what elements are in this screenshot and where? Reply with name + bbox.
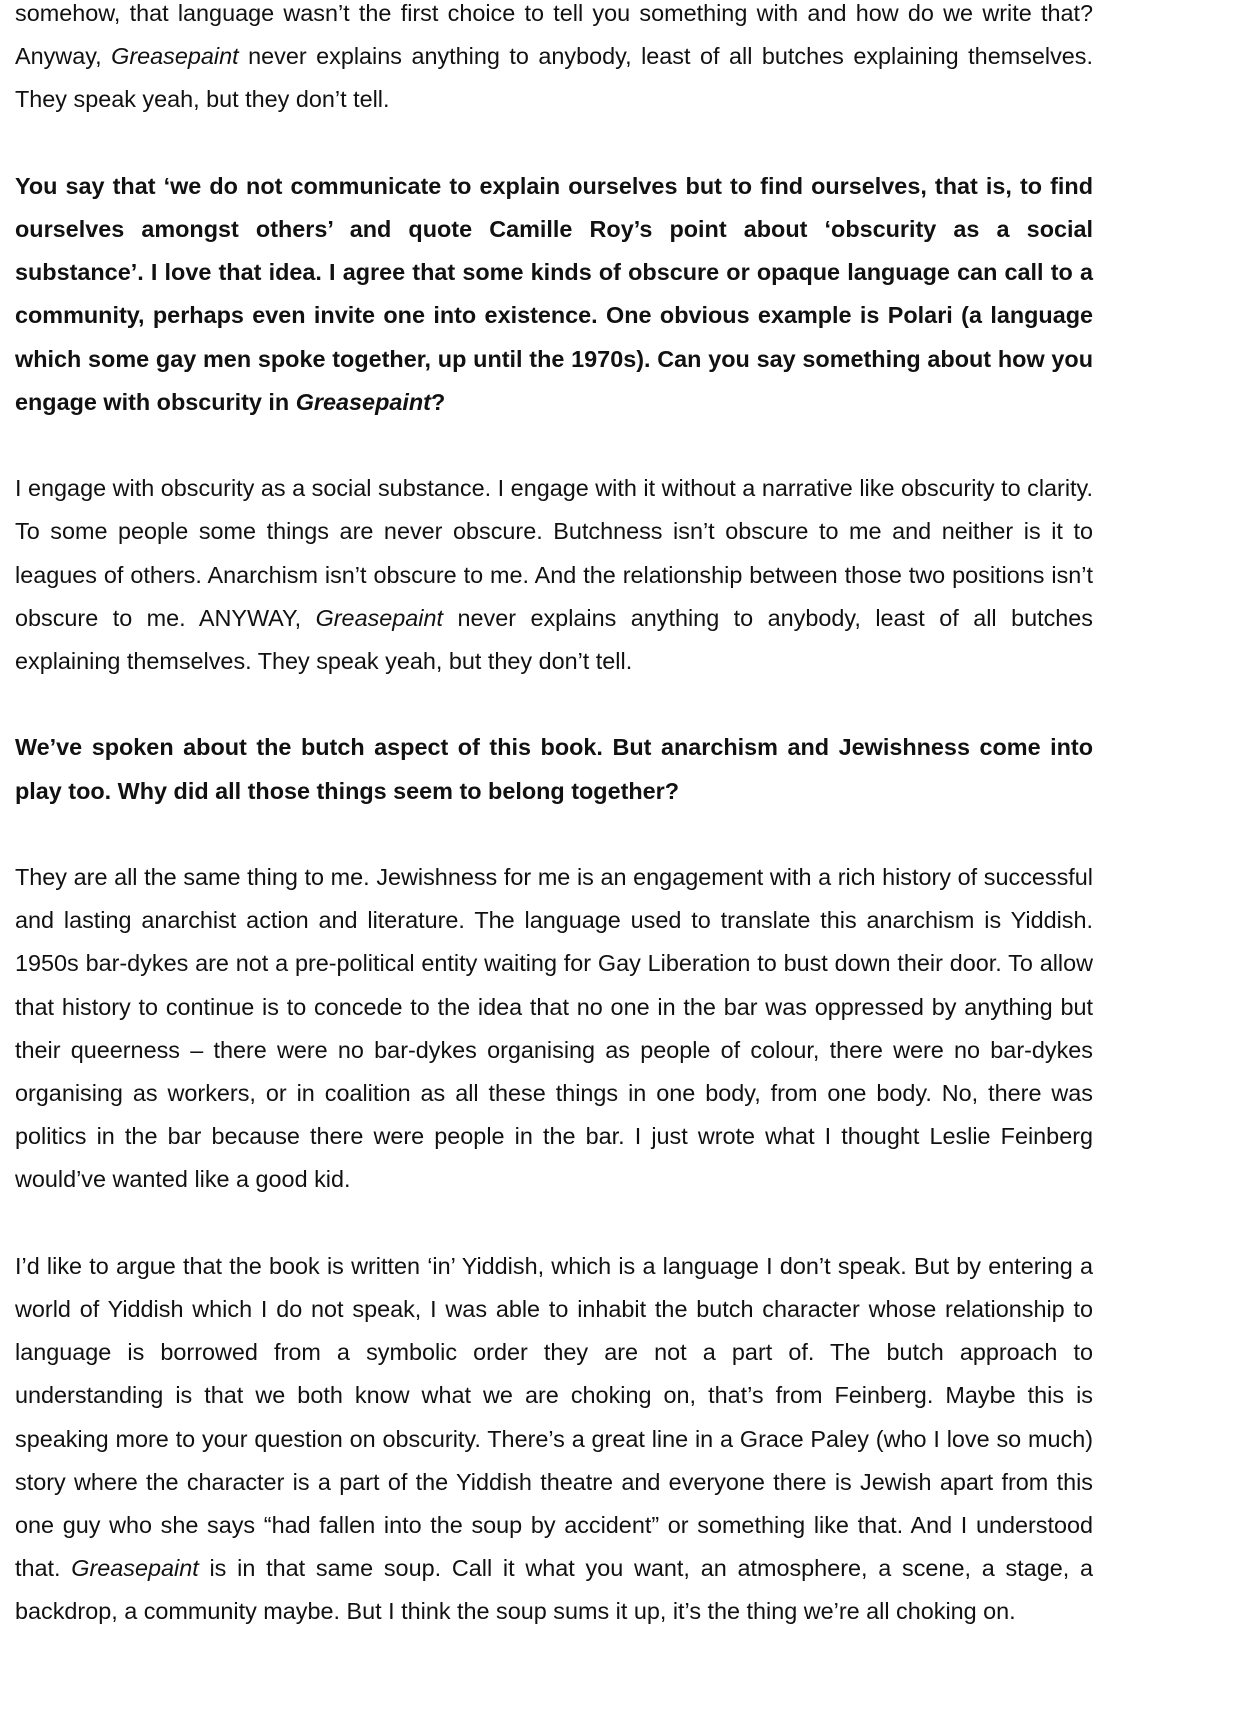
text-segment: never explains anything to anybody, least of all butches explaining themselves. They speak yeah, but they don’t tell. xyxy=(15,604,1093,675)
answer-paragraph-yiddish-soup xyxy=(15,1245,1093,1634)
text-segment: I’d like to argue that the book is written ‘in’ Yiddish, which is a language I don’t speak. But by entering a world of Yiddish which I do not speak, I was able to inhabit the butch character whose relationship to language is borrowed from a symbolic order they are not a part of. The butch approach to understanding is that we both know what we are choking on, that’s from Feinberg. Maybe this is speaking more to your question on obscurity. There’s a great line in a Grace Paley (who I love so much) story where the character is a part of the Yiddish theatre and everyone there is Jewish apart from this one guy who she says “had fallen into the soup by accident” or something like that. And I understood that. xyxy=(15,1252,1093,1582)
book-title-italic: Greasepaint xyxy=(315,604,444,631)
book-title-italic: Greasepaint xyxy=(71,1555,199,1582)
answer-paragraph-same-thing xyxy=(15,856,1093,1202)
text-segment: We’ve spoken about the butch aspect of this book. But anarchism and Jewishness come into play too. Why did all those things seem to belong together? xyxy=(15,734,1093,804)
text-segment: You say that ‘we do not communicate to explain ourselves but to find ourselves, that is, to find ourselves amongst others’ and quote Camille Roy’s point about ‘obscurity as a social substance’. I love that idea. I agree that some kinds of obscure or opaque language can call to a community, perhaps even invite one into existence. One obvious example is Polari (a language which some gay men spoke together, up until the 1970s). Can you say something about how you engage with obscurity in xyxy=(15,172,1093,415)
book-title-italic: Greasepaint xyxy=(295,388,431,415)
text-segment: ? xyxy=(430,388,446,415)
interview-question-anarchism-jewishness xyxy=(15,726,1093,812)
answer-paragraph-continuation xyxy=(15,0,1093,122)
answer-paragraph-obscurity xyxy=(15,467,1093,683)
text-segment: somehow, that language wasn’t the first choice to tell you something with and how do we write that? Anyway, xyxy=(15,0,1093,70)
document-page xyxy=(15,0,1093,1677)
text-segment: They are all the same thing to me. Jewishness for me is an engagement with a rich history of successful and lasting anarchist action and literature. The language used to translate this anarchism is Yiddish. 1950s bar-dykes are not a pre-political entity waiting for Gay Liberation to bust down their door. To allow that history to continue is to concede to the idea that no one in the bar was oppressed by anything but their queerness – there were no bar-dykes organising as people of colour, there were no bar-dykes organising as workers, or in coalition as all these things in one body, from one body. No, there was politics in the bar because there were people in the bar. I just wrote what I thought Leslie Feinberg would’ve wanted like a good kid. xyxy=(15,864,1093,1193)
text-segment: never explains anything to anybody, least of all butches explaining themselves. They speak yeah, but they don’t tell. xyxy=(15,43,1093,113)
interview-question-obscurity xyxy=(15,165,1093,424)
text-segment: is in that same soup. Call it what you want, an atmosphere, a scene, a stage, a backdrop, a community maybe. But I think the soup sums it up, it’s the thing we’re all choking on. xyxy=(15,1555,1093,1625)
book-title-italic: Greasepaint xyxy=(111,43,239,70)
text-segment: I engage with obscurity as a social substance. I engage with it without a narrative like obscurity to clarity. To some people some things are never obscure. Butchness isn’t obscure to me and neither is it to leagues of others. Anarchism isn’t obscure to me. And the relationship between those two positions isn’t obscure to me. ANYWAY, xyxy=(15,475,1093,631)
